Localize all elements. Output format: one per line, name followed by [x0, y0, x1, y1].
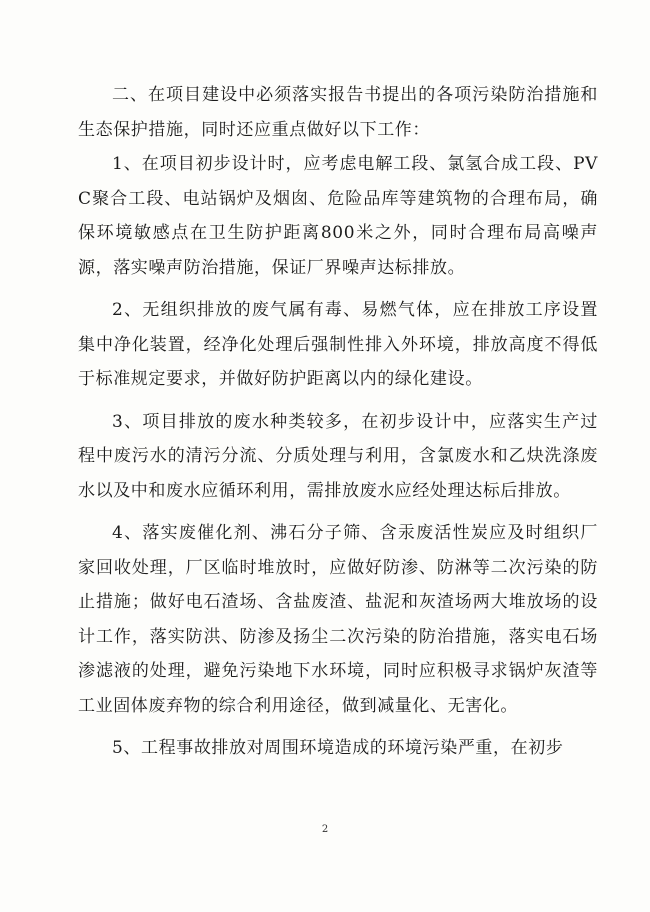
paragraph-item-5: 5、工程事故排放对周围环境造成的环境污染严重，在初步 — [112, 738, 564, 758]
document-body — [78, 78, 598, 766]
paragraph-item-3: 3、项目排放的废水种类较多，在初步设计中，应落实生产过程中废污水的清污分流、分质处理与利用，含氯废水和乙炔洗涤废水以及中和废水应循环利用，需排放废水应经处理达标后排放。 — [78, 411, 598, 501]
paragraph-item-4: 4、落实废催化剂、沸石分子筛、含汞废活性炭应及时组织厂家回收处理，厂区临时堆放时，应做好防渗、防淋等二次污染的防止措施；做好电石渣场、含盐废渣、盐泥和灰渣场两大堆放场的设计工作，落实防洪、防渗及扬尘二次污染的防治措施，落实电石场渗滤液的处理，避免污染地下水环境，同时应积极寻求锅炉灰渣等工业固体废弃物的综合利用途径，做到减量化、无害化。 — [78, 523, 598, 716]
paragraph-section-2-intro: 二、在项目建设中必须落实报告书提出的各项污染防治措施和生态保护措施，同时还应重点做好以下工作： — [78, 85, 598, 140]
paragraph-item-2: 2、无组织排放的废气属有毒、易燃气体，应在排放工序设置集中净化装置，经净化处理后强制性排入外环境，排放高度不得低于标准规定要求，并做好防护距离以内的绿化建设。 — [78, 300, 598, 389]
page-number: 2 — [321, 824, 329, 835]
paragraph-item-1: 1、在项目初步设计时，应考虑电解工段、氯氢合成工段、PVC聚合工段、电站锅炉及烟囱、危险品库等建筑物的合理布局，确保环境敏感点在卫生防护距离800米之外，同时合理布局高噪声源，落实噪声防治措施，保证厂界噪声达标排放。 — [78, 154, 598, 278]
